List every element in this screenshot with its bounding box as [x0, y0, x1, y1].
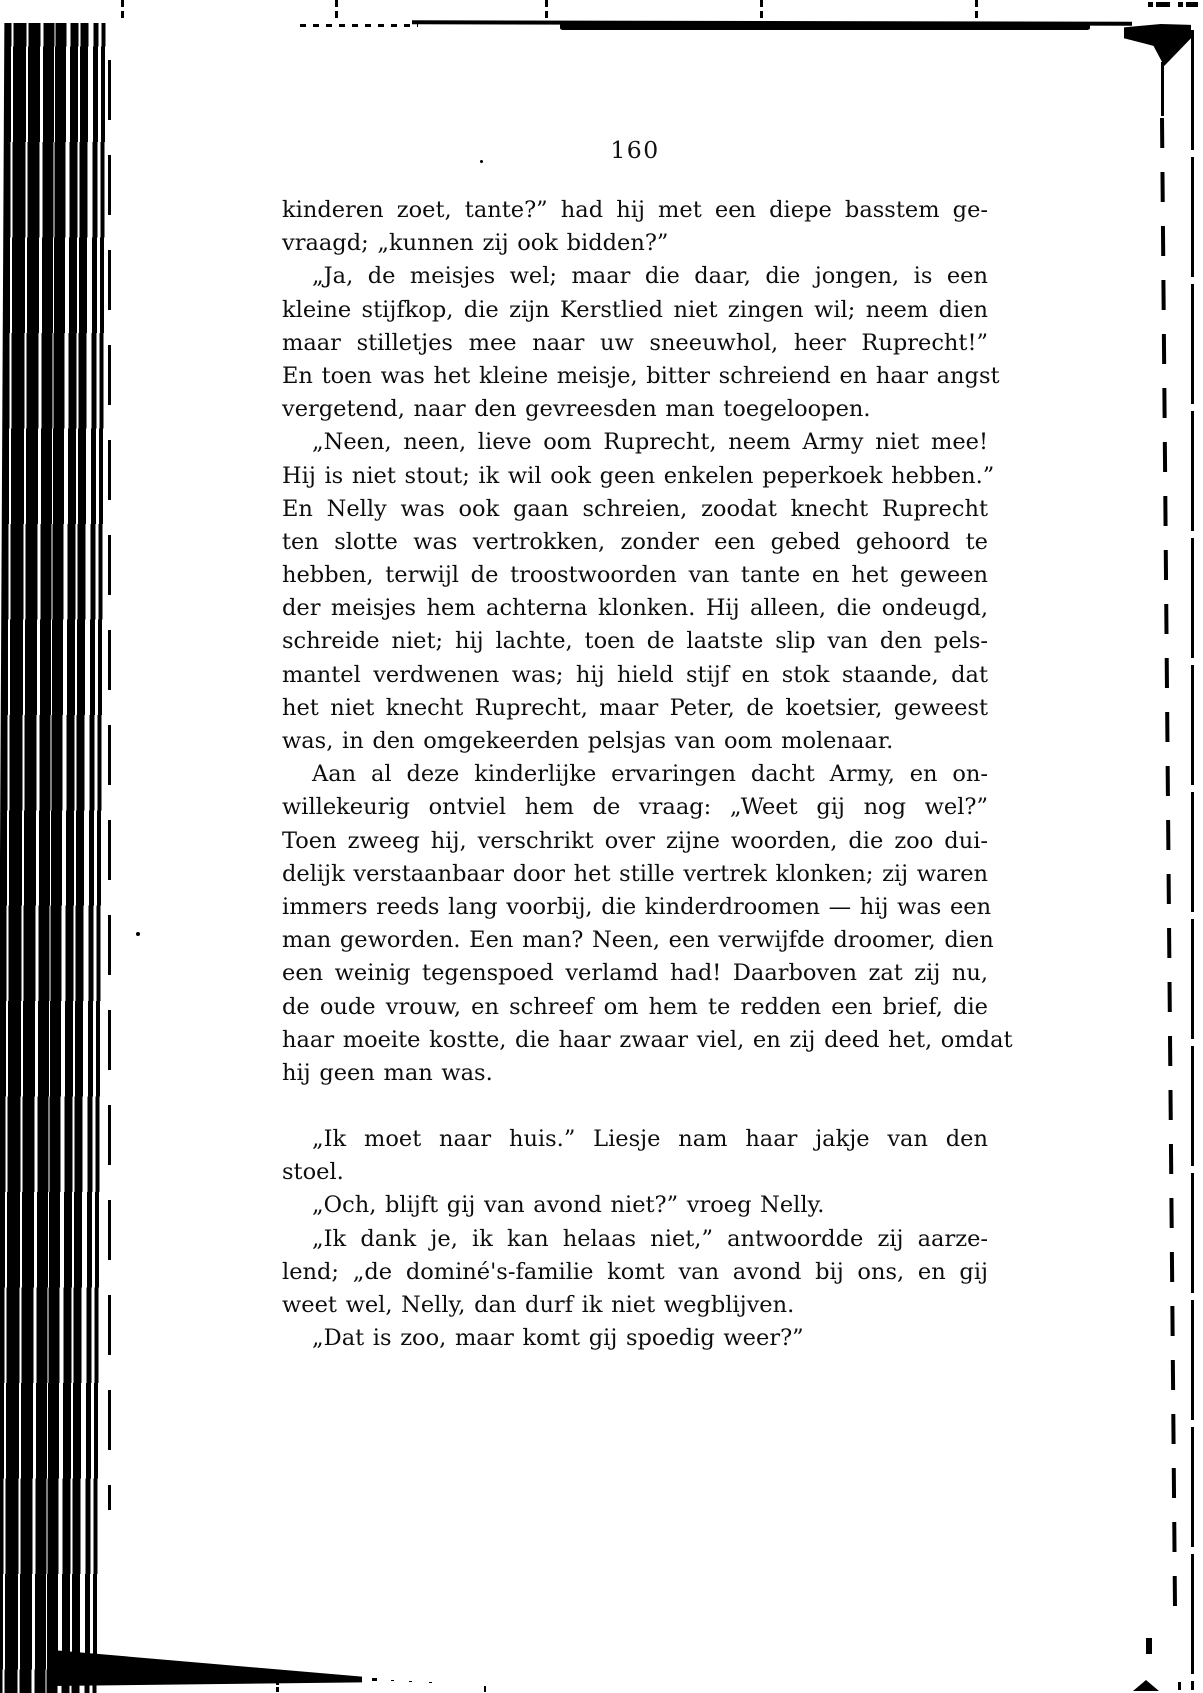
text-line: man geworden. Een man? Neen, een verwijfde droomer, dien	[282, 927, 994, 954]
page-text-block	[282, 194, 1013, 1355]
text-line: stoel.	[282, 1159, 344, 1186]
paragraph-gap	[282, 1090, 988, 1123]
text-line: Hij is niet stout; ik wil ook geen enkelen peperkoek hebben.”	[282, 462, 995, 489]
bottom-tick-mark	[484, 1686, 486, 1692]
right-page-edge-broken-line	[1160, 118, 1177, 1618]
text-line: Toen zweeg hij, verschrikt over zijne woorden, die zoo dui-	[282, 827, 988, 854]
text-line: Aan al deze kinderlijke ervaringen dacht Army, en on-	[312, 761, 988, 788]
text-line: ten slotte was vertrokken, zonder een gebed gehoord te	[282, 528, 988, 555]
binding-bottom-wedge	[52, 1650, 362, 1686]
text-line: vergetend, naar den gevreesden man toegeloopen.	[282, 396, 871, 423]
text-line: mantel verdwenen was; hij hield stijf en stok staande, dat	[282, 661, 988, 688]
text-line: En Nelly was ook gaan schreien, zoodat knecht Ruprecht	[282, 495, 988, 522]
text-line: hebben, terwijl de troostwoorden van tante en het geween	[282, 562, 988, 589]
fold-tick-mark	[335, 0, 338, 20]
text-line: kleine stijfkop, die zijn Kerstlied niet zingen wil; neem dien	[282, 296, 988, 323]
text-line: haar moeite kostte, die haar zwaar viel, en zij deed het, omdat	[282, 1026, 1013, 1053]
text-line: der meisjes hem achterna klonken. Hij alleen, die ondeugd,	[282, 595, 988, 622]
text-line: hij geen man was.	[282, 1059, 493, 1086]
top-right-corner-mark	[1148, 2, 1198, 7]
text-line: de oude vrouw, en schreef om hem te redden een brief, die	[282, 993, 988, 1020]
text-line: het niet knecht Ruprecht, maar Peter, de koetsier, geweest	[282, 694, 988, 721]
fold-tick-mark	[760, 0, 763, 20]
bottom-tick-mark	[276, 1680, 279, 1692]
text-line: vraagd; „kunnen zij ook bidden?”	[282, 230, 669, 257]
fold-tick-mark	[545, 0, 548, 20]
text-line: willekeurig ontviel hem de vraag: „Weet gij nog wel?”	[282, 794, 988, 821]
bottom-right-ink-blot	[1178, 1682, 1181, 1690]
page-top-edge-fuzz	[560, 23, 1090, 30]
binding-stray-streak	[108, 60, 111, 1510]
text-line: een weinig tegenspoed verlamd had! Daarboven zat zij nu,	[282, 960, 988, 987]
page-number: 160	[610, 136, 660, 164]
text-line: „Ik dank je, ik kan helaas niet,” antwoordde zij aarze-	[312, 1225, 988, 1252]
right-page-edge-line	[1191, 30, 1194, 1690]
text-line: lend; „de dominé's-familie komt van avond bij ons, en gij	[282, 1258, 988, 1285]
scan-speckle-trail	[372, 1678, 377, 1681]
text-line: „Ja, de meisjes wel; maar die daar, die jongen, is een	[312, 263, 988, 290]
bottom-right-ink-blot	[1146, 1638, 1152, 1654]
text-line: En toen was het kleine meisje, bitter schreiend en haar angst	[282, 362, 1000, 389]
text-line: „Ik moet naar huis.” Liesje nam haar jakje van den	[312, 1126, 988, 1153]
text-line: weet wel, Nelly, dan durf ik niet wegblijven.	[282, 1292, 795, 1318]
page-corner-curl-tail	[1161, 62, 1164, 116]
scan-speck	[136, 932, 140, 936]
text-line: kinderen zoet, tante?” had hij met een diepe basstem ge-	[282, 197, 988, 223]
bottom-right-ink-blot	[1133, 1680, 1159, 1691]
text-line: delijk verstaanbaar door het stille vertrek klonken; zij waren	[282, 860, 988, 887]
page-top-edge-dots	[300, 24, 418, 27]
text-line: immers reeds lang voorbij, die kinderdroomen — hij was een	[282, 893, 992, 920]
text-line: „Och, blijft gij van avond niet?” vroeg Nelly.	[312, 1192, 825, 1219]
page-corner-curl	[1124, 24, 1191, 66]
text-line: „Neen, neen, lieve oom Ruprecht, neem Army niet mee!	[312, 429, 988, 456]
text-line: maar stilletjes mee naar uw sneeuwhol, heer Ruprecht!”	[282, 329, 988, 356]
book-binding-shadow	[0, 23, 110, 1693]
text-line: „Dat is zoo, maar komt gij spoedig weer?”	[312, 1325, 804, 1352]
text-line: was, in den omgekeerden pelsjas van oom molenaar.	[282, 728, 894, 754]
fold-tick-mark	[121, 0, 124, 20]
text-line: schreide niet; hij lachte, toen de laatste slip van den pels-	[282, 628, 988, 655]
fold-tick-mark	[975, 0, 978, 20]
